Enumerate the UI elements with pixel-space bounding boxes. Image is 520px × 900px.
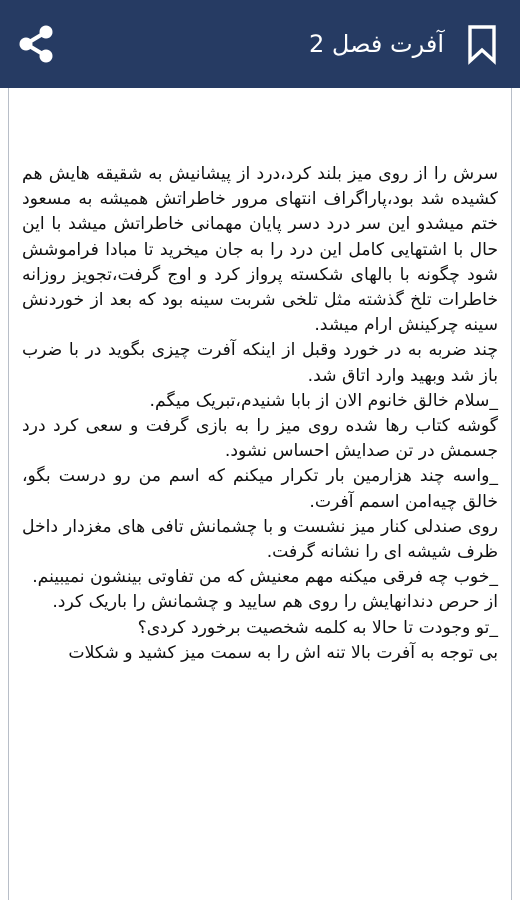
app-bar	[0, 0, 520, 88]
share-icon	[17, 24, 55, 64]
chapter-title: آفرت فصل 2	[309, 30, 444, 58]
content-border-right	[511, 88, 512, 900]
share-button[interactable]	[14, 22, 58, 66]
bookmark-button[interactable]	[462, 20, 502, 68]
content-border-left	[8, 88, 9, 900]
story-text: سرش را از روی میز بلند کرد،درد از پیشانیش به شقیقه هایش هم کشیده شد بود،پاراگراف انتهای مرور خاطراتش همیشه به مسعود ختم میشدو این سر درد دسر پایان مهمانی خاطراتش میشد با این حال با اشتهایی کامل این درد را به جان میخرید تا مبادا فراموشش شود چگونه با بالهای شکسته پرواز کرد و اوج گرفت،تجویز روزانه خاطرات تلخ گذشته مثل تلخی شربت سینه بود که بعد از خوردنش سینه چرکینش ارام میشد. چند ضربه به در خورد وقبل از اینکه آفرت چیزی بگوید در با ضرب باز شد وبهید وارد اتاق شد. _سلام خالق خانوم الان از بابا شنیدم،تبریک میگم. گوشه کتاب رها شده روی میز را به بازی گرفت و سعی کرد درد جسمش در تن صدایش احساس نشود. _واسه چند هزارمین بار تکرار میکنم که اسم من رو درست بگو، خالق چیه‌امن اسمم آفرت. روی صندلی کنار میز نشست و با چشمانش تافی های مغزدار داخل ظرف شیشه ای را نشانه گرفت. _خوب چه فرقی میکنه مهم معنیش که من تفاوتی بینشون نمیبینم. از حرص دندانهایش را روی هم سایید و چشمانش را باریک کرد. _تو وجودت تا حالا به کلمه شخصیت برخورد کردی؟ بی توجه به آفرت بالا تنه اش را به سمت میز کشید و شکلات	[22, 164, 498, 663]
story-content[interactable]	[22, 162, 498, 900]
bookmark-icon	[467, 24, 497, 64]
